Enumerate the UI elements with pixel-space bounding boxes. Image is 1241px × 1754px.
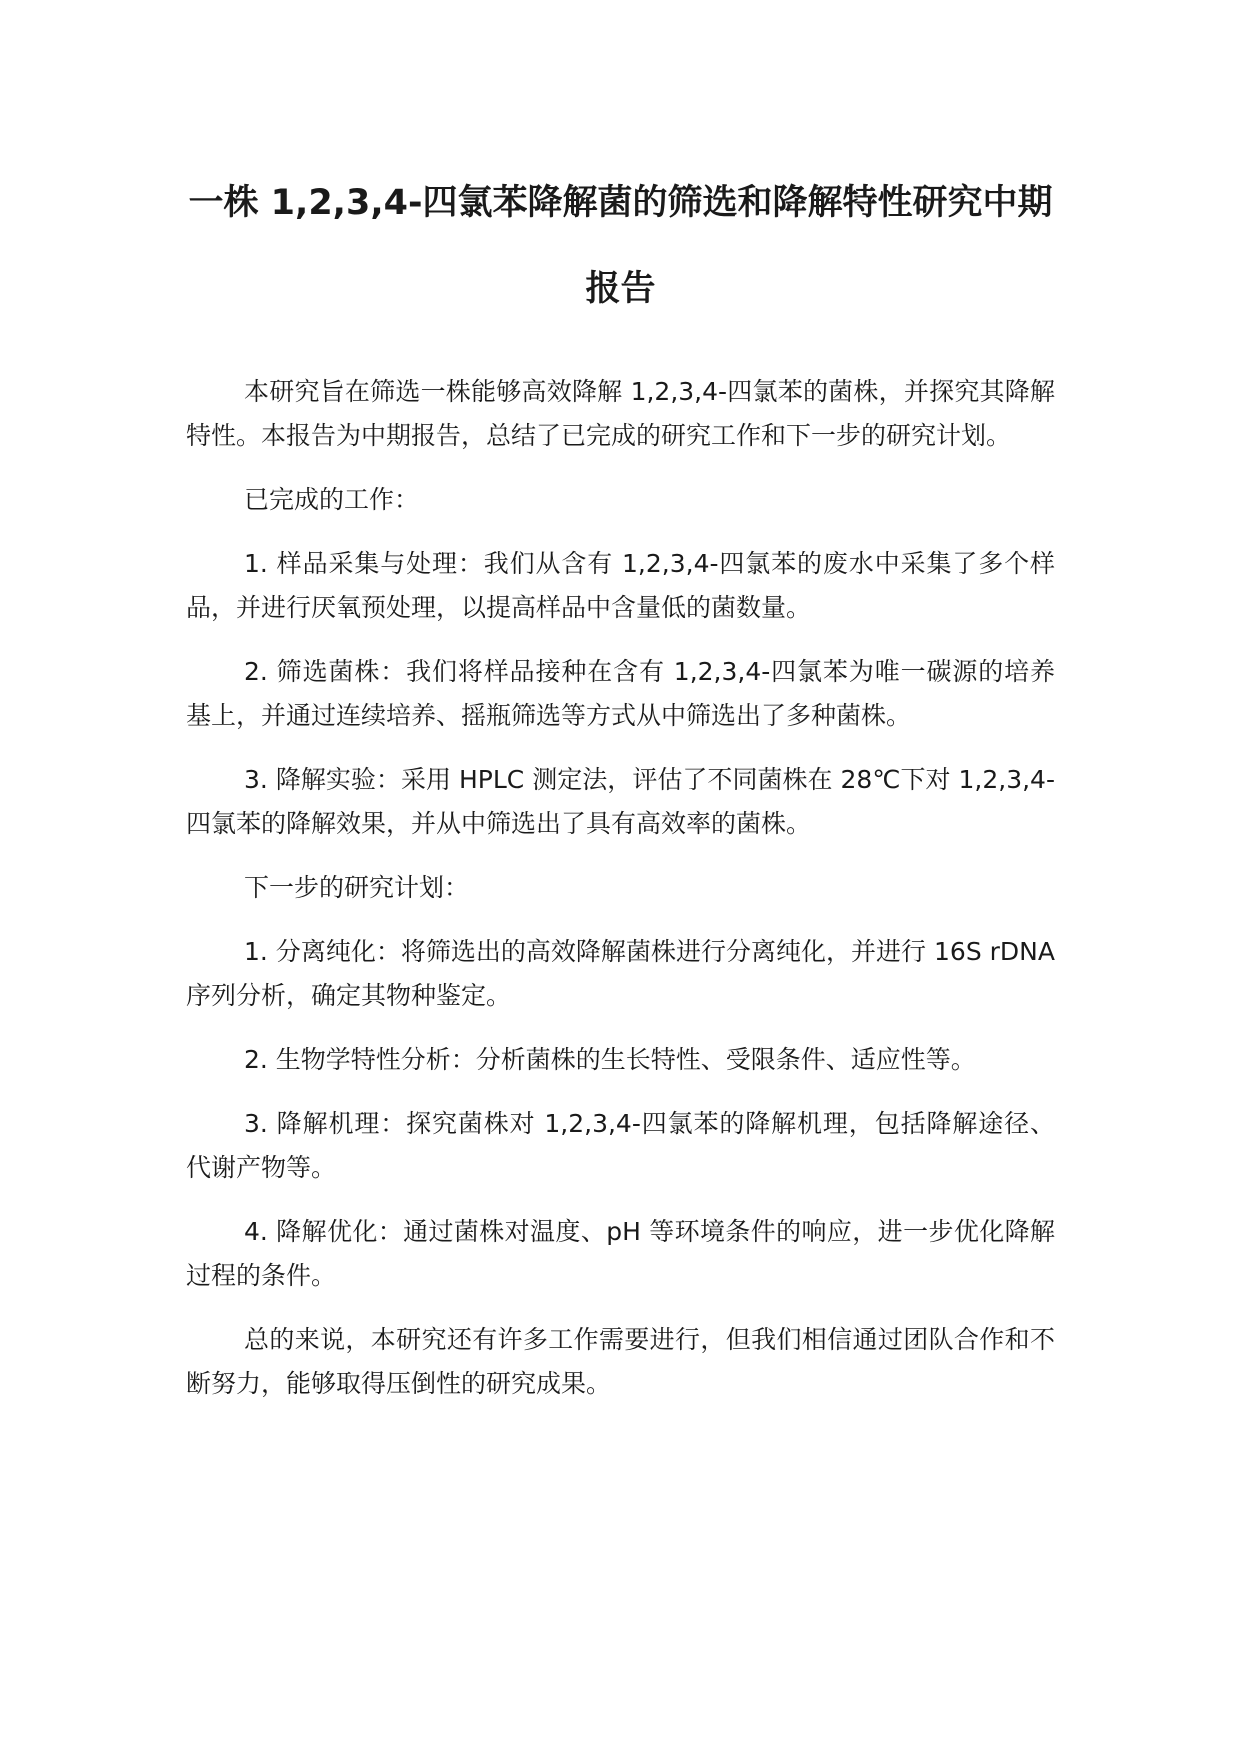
plan-item-2: 2. 生物学特性分析：分析菌株的生长特性、受限条件、适应性等。: [244, 1045, 976, 1074]
plan-item-4: 4. 降解优化：通过菌株对温度、pH 等环境条件的响应，进一步优化降解过程的条件。: [186, 1217, 1055, 1290]
plan-item-1: 1. 分离纯化：将筛选出的高效降解菌株进行分离纯化，并进行 16S rDNA 序列分析，确定其物种鉴定。: [186, 937, 1055, 1010]
intro-paragraph: 本研究旨在筛选一株能够高效降解 1,2,3,4-四氯苯的菌株，并探究其降解特性。本报告为中期报告，总结了已完成的研究工作和下一步的研究计划。: [186, 377, 1055, 450]
plan-item-3: 3. 降解机理：探究菌株对 1,2,3,4-四氯苯的降解机理，包括降解途径、代谢产物等。: [186, 1109, 1055, 1182]
next-plan-heading: 下一步的研究计划：: [244, 873, 470, 902]
completed-item-3: 3. 降解实验：采用 HPLC 测定法，评估了不同菌株在 28℃下对 1,2,3,4-四氯苯的降解效果，并从中筛选出了具有高效率的菌株。: [186, 765, 1055, 838]
conclusion-paragraph: 总的来说，本研究还有许多工作需要进行，但我们相信通过团队合作和不断努力，能够取得压倒性的研究成果。: [186, 1325, 1055, 1398]
completed-item-1: 1. 样品采集与处理：我们从含有 1,2,3,4-四氯苯的废水中采集了多个样品，并进行厌氧预处理，以提高样品中含量低的菌数量。: [186, 549, 1055, 622]
completed-work-heading: 已完成的工作：: [244, 485, 420, 514]
document-title: 一株 1,2,3,4-四氯苯降解菌的筛选和降解特性研究中期报告: [188, 183, 1053, 309]
completed-item-2: 2. 筛选菌株：我们将样品接种在含有 1,2,3,4-四氯苯为唯一碳源的培养基上，并通过连续培养、摇瓶筛选等方式从中筛选出了多种菌株。: [186, 657, 1055, 730]
